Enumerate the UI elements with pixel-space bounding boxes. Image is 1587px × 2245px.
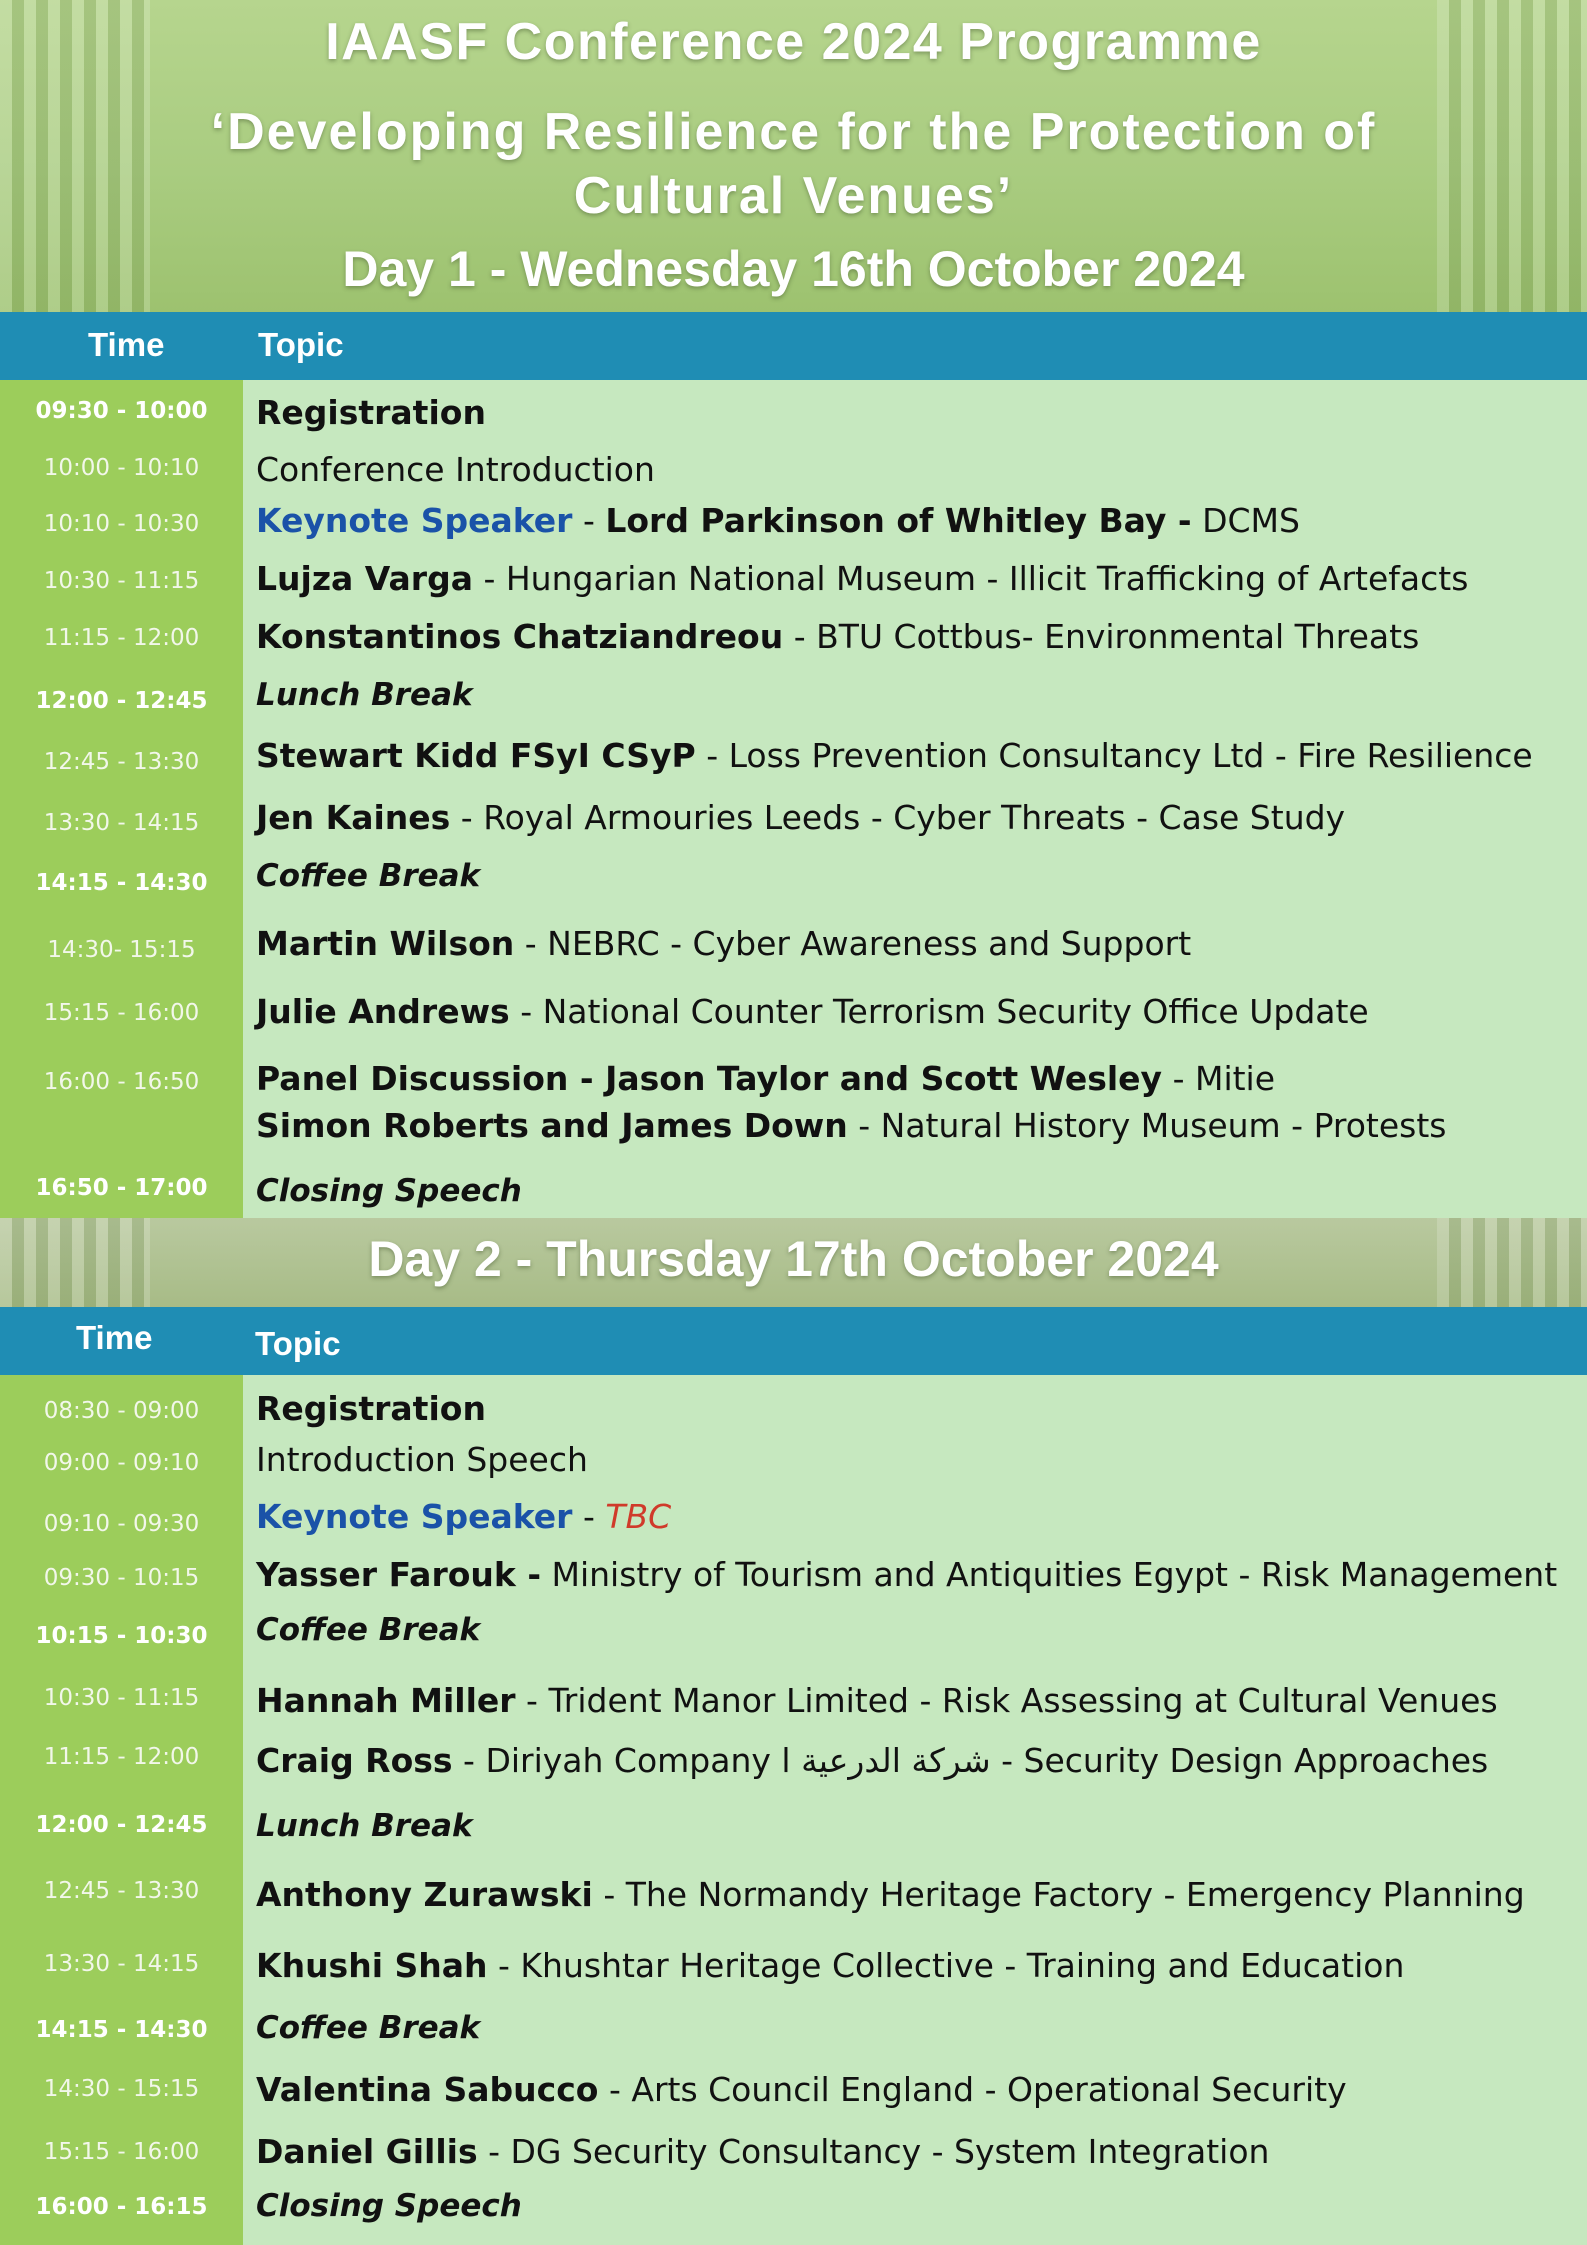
time-slot: 13:30 - 14:15	[43, 1951, 200, 1977]
time-slot: 10:10 - 10:30	[43, 511, 200, 537]
break-item: Coffee Break	[256, 1612, 481, 1648]
schedule-item	[256, 1875, 1525, 1914]
time-slot: 13:30 - 14:15	[43, 810, 200, 836]
item-detail: - DG Security Consultancy - System Integration	[477, 2132, 1270, 2171]
schedule-item	[256, 450, 655, 489]
column-header-topic: Topic	[258, 326, 344, 363]
item-detail: - Loss Prevention Consultancy Ltd - Fire Resilience	[695, 736, 1533, 775]
time-slot: 12:00 - 12:45	[35, 1812, 208, 1838]
theme-line-2: Cultural Venues’	[573, 167, 1014, 225]
speaker-name: Daniel Gillis	[256, 2132, 478, 2171]
speaker-name: Jason Taylor and Scott Wesley	[605, 1059, 1163, 1098]
time-slot: 10:00 - 10:10	[43, 455, 200, 481]
schedule-item	[256, 1497, 671, 1536]
schedule-item	[256, 1741, 1488, 1780]
time-slot: 10:30 - 11:15	[43, 568, 200, 594]
item-detail: - Mitie	[1162, 1059, 1276, 1098]
keynote-label: Keynote Speaker	[256, 1497, 573, 1536]
panel-label: Panel Discussion	[256, 1059, 569, 1098]
break-item: Coffee Break	[256, 2010, 481, 2046]
schedule-item	[256, 1681, 1498, 1720]
separator: -	[572, 501, 606, 540]
day1-table-header	[0, 312, 1587, 380]
item-detail: Conference Introduction	[256, 450, 655, 489]
break-item: Closing Speech	[256, 1173, 522, 1209]
speaker-name: Craig Ross	[256, 1741, 453, 1780]
separator: -	[572, 1497, 606, 1536]
keynote-label: Keynote Speaker	[256, 501, 573, 540]
break-item: Closing Speech	[256, 2188, 522, 2224]
schedule-item	[256, 617, 1419, 656]
speaker-name: Yasser Farouk -	[256, 1555, 542, 1594]
day2-heading: Day 2 - Thursday 17th October 2024	[368, 1231, 1219, 1287]
item-detail: Introduction Speech	[256, 1440, 588, 1479]
schedule-item	[256, 393, 486, 432]
speaker-name: Jen Kaines	[256, 798, 451, 837]
column-header-time: Time	[88, 326, 165, 363]
panel-line-2	[256, 1106, 1447, 1145]
time-slot: 14:30- 15:15	[47, 937, 196, 963]
speaker-name: Valentina Sabucco	[256, 2070, 599, 2109]
time-slot: 09:10 - 09:30	[43, 1511, 200, 1537]
schedule-item	[256, 736, 1533, 775]
speaker-name: Hannah Miller	[256, 1681, 516, 1720]
page-title: IAASF Conference 2024 Programme	[325, 13, 1262, 71]
time-slot: 08:30 - 09:00	[43, 1398, 200, 1424]
item-detail: Ministry of Tourism and Antiquities Egypt - Risk Management	[541, 1555, 1558, 1594]
item-detail: - The Normandy Heritage Factory - Emergency Planning	[592, 1875, 1525, 1914]
time-slot: 15:15 - 16:00	[43, 2139, 200, 2165]
speaker-name: Lord Parkinson of Whitley Bay -	[605, 501, 1192, 540]
time-slot: 14:15 - 14:30	[35, 2017, 208, 2043]
time-slot: 15:15 - 16:00	[43, 1000, 200, 1026]
break-item: Coffee Break	[256, 858, 481, 894]
speaker-name: Martin Wilson	[256, 924, 515, 963]
item-detail: - Diriyah Company l شركة الدرعية - Security Design Approaches	[452, 1741, 1489, 1780]
speaker-name: Anthony Zurawski	[256, 1875, 593, 1914]
time-slot: 09:30 - 10:00	[35, 398, 208, 424]
time-slot: 14:30 - 15:15	[43, 2076, 200, 2102]
speaker-name: Khushi Shah	[256, 1946, 488, 1985]
schedule-item	[256, 2132, 1269, 2171]
time-slot: 12:45 - 13:30	[43, 749, 200, 775]
day2-table-header	[0, 1307, 1587, 1375]
item-detail: DCMS	[1191, 501, 1300, 540]
item-detail: - NEBRC - Cyber Awareness and Support	[514, 924, 1192, 963]
speaker-name: Simon Roberts and James Down	[256, 1106, 848, 1145]
schedule-item	[256, 1389, 486, 1428]
item-name: Registration	[256, 1389, 486, 1428]
time-slot: 09:00 - 09:10	[43, 1450, 200, 1476]
day1-heading: Day 1 - Wednesday 16th October 2024	[342, 241, 1245, 297]
schedule-item	[256, 798, 1345, 837]
schedule-item	[256, 501, 1300, 540]
schedule-item	[256, 559, 1468, 598]
time-slot: 16:50 - 17:00	[35, 1175, 208, 1201]
break-item: Lunch Break	[256, 1808, 473, 1844]
time-slot: 12:45 - 13:30	[43, 1878, 200, 1904]
item-detail: - Natural History Museum - Protests	[847, 1106, 1447, 1145]
speaker-name: Stewart Kidd FSyI CSyP	[256, 736, 696, 775]
item-detail: - BTU Cottbus- Environmental Threats	[783, 617, 1420, 656]
schedule-item	[256, 924, 1191, 963]
item-detail: - Royal Armouries Leeds - Cyber Threats - Case Study	[450, 798, 1346, 837]
time-slot: 12:00 - 12:45	[35, 688, 208, 714]
break-item: Lunch Break	[256, 677, 473, 713]
schedule-item	[256, 1555, 1557, 1594]
time-slot: 10:30 - 11:15	[43, 1685, 200, 1711]
schedule-item	[256, 1440, 588, 1479]
item-detail: - Hungarian National Museum - Illicit Trafficking of Artefacts	[472, 559, 1469, 598]
time-slot: 09:30 - 10:15	[43, 1565, 200, 1591]
time-slot: 14:15 - 14:30	[35, 870, 208, 896]
speaker-name: Konstantinos Chatziandreou	[256, 617, 784, 656]
time-slot: 11:15 - 12:00	[43, 625, 200, 651]
schedule-item	[256, 1946, 1404, 1985]
conference-theme	[0, 100, 1587, 228]
separator: -	[568, 1059, 606, 1098]
item-detail: - National Counter Terrorism Security Office Update	[509, 992, 1369, 1031]
day2-time-column	[0, 1375, 243, 2245]
item-name: Registration	[256, 393, 486, 432]
time-slot: 10:15 - 10:30	[35, 1623, 208, 1649]
item-detail: - Trident Manor Limited - Risk Assessing at Cultural Venues	[515, 1681, 1498, 1720]
schedule-item	[256, 992, 1369, 1031]
speaker-name: Lujza Varga	[256, 559, 473, 598]
item-detail: - Khushtar Heritage Collective - Training and Education	[487, 1946, 1405, 1985]
speaker-name: Julie Andrews	[256, 992, 510, 1031]
column-header-topic: Topic	[255, 1325, 341, 1362]
time-slot: 11:15 - 12:00	[43, 1744, 200, 1770]
time-slot: 16:00 - 16:15	[35, 2194, 208, 2220]
item-detail: - Arts Council England - Operational Security	[598, 2070, 1347, 2109]
column-header-time: Time	[76, 1319, 153, 1356]
schedule-item	[256, 1059, 1447, 1145]
tbc-label: TBC	[605, 1497, 672, 1536]
theme-line-1: ‘Developing Resilience for the Protection of	[210, 103, 1377, 161]
time-slot: 16:00 - 16:50	[43, 1069, 200, 1095]
schedule-item	[256, 2070, 1347, 2109]
